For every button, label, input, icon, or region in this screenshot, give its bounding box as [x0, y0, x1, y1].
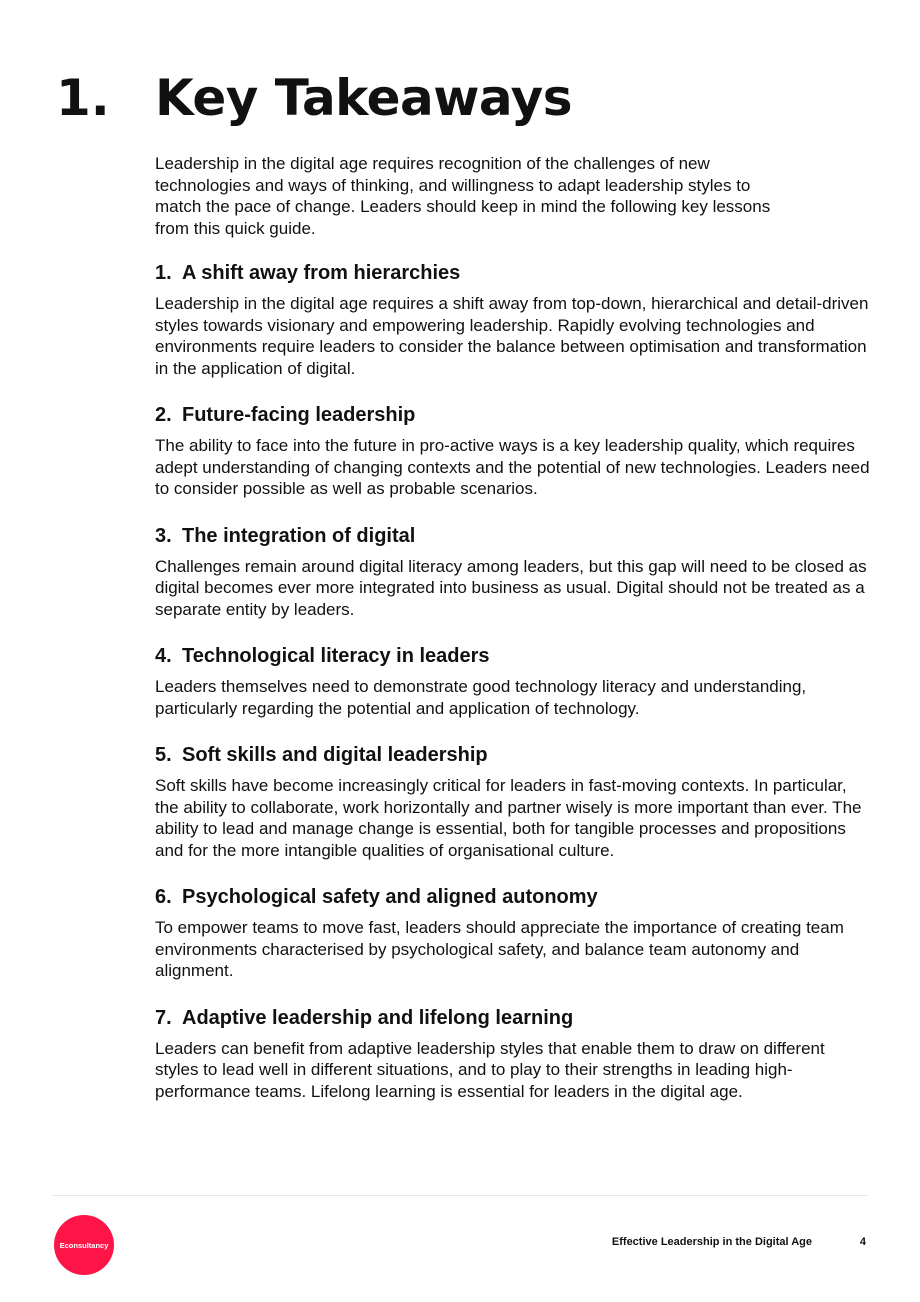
page-title: Key Takeaways	[155, 69, 572, 127]
section-body: Soft skills have become increasingly critical for leaders in fast-moving contexts. In particular, the ability to collaborate, work horizontally and partner wisely is more important than ever. The ability to lead and manage change is essential, both for tangible processes and propositions and for the more intangible qualities of organisational culture.	[155, 776, 862, 860]
section-body: Leaders can benefit from adaptive leadership styles that enable them to draw on different styles to lead well in different situations, and to play to their strengths in leading high-performance teams. Lifelong learning is essential for leaders in the digital age.	[155, 1038, 825, 1101]
takeaway-section	[155, 261, 870, 379]
footer-document-title: Effective Leadership in the Digital Age	[611, 1236, 812, 1248]
section-title: A shift away from hierarchies	[182, 262, 461, 284]
logo-wordmark: Econsultancy	[59, 1240, 109, 1250]
section-heading	[155, 261, 870, 285]
takeaway-section	[155, 1006, 870, 1103]
section-body: To empower teams to move fast, leaders should appreciate the importance of creating team environments characterised by psychological safety, and balance team autonomy and alignment.	[155, 918, 844, 980]
section-heading	[155, 743, 870, 767]
takeaway-section	[155, 743, 870, 861]
section-title: Soft skills and digital leadership	[182, 744, 488, 766]
takeaway-section	[155, 524, 870, 621]
econsultancy-logo	[54, 1215, 114, 1275]
section-body: Leadership in the digital age requires a shift away from top-down, hierarchical and detail-driven styles towards visionary and empowering leadership. Rapidly evolving technologies and environments require leaders to consider the balance between optimisation and transformation in the application of digital.	[155, 294, 869, 378]
section-heading	[155, 524, 870, 548]
section-heading	[155, 403, 870, 427]
footer-divider	[52, 1195, 868, 1196]
section-heading	[155, 644, 870, 668]
section-number: 1.	[155, 262, 172, 284]
main-content	[155, 153, 870, 1126]
section-heading	[155, 1006, 870, 1030]
takeaway-section	[155, 403, 870, 500]
section-number: 4.	[155, 645, 172, 667]
section-title: Psychological safety and aligned autonomy	[182, 886, 598, 908]
intro-paragraph: Leadership in the digital age requires recognition of the challenges of new technologies and ways of thinking, and willingness to adapt leadership styles to match the pace of change. Leaders should keep in mind the following key lessons from this quick guide.	[155, 154, 771, 238]
section-body: The ability to face into the future in pro-active ways is a key leadership quality, which requires adept understanding of changing contexts and the potential of new technologies. Leaders need to consider possible as well as probable scenarios.	[155, 436, 870, 498]
section-body: Leaders themselves need to demonstrate good technology literacy and understanding, particularly regarding the potential and application of technology.	[155, 677, 807, 718]
section-title: Technological literacy in leaders	[182, 645, 490, 667]
takeaway-section	[155, 885, 870, 982]
takeaway-section	[155, 644, 870, 719]
section-title: Future-facing leadership	[182, 404, 416, 426]
chapter-number: 1.	[56, 69, 110, 127]
section-number: 3.	[155, 524, 172, 547]
section-body: Challenges remain around digital literacy among leaders, but this gap will need to be closed as digital becomes ever more integrated into business as usual. Digital should not be treated as a separate entity by leaders.	[155, 556, 867, 619]
section-number: 6.	[155, 886, 172, 908]
page-number: 4	[859, 1236, 866, 1248]
section-heading	[155, 885, 870, 909]
section-title: The integration of digital	[182, 524, 416, 547]
section-number: 7.	[155, 1006, 172, 1029]
section-title: Adaptive leadership and lifelong learning	[182, 1006, 574, 1029]
section-number: 2.	[155, 404, 172, 426]
section-number: 5.	[155, 744, 172, 766]
